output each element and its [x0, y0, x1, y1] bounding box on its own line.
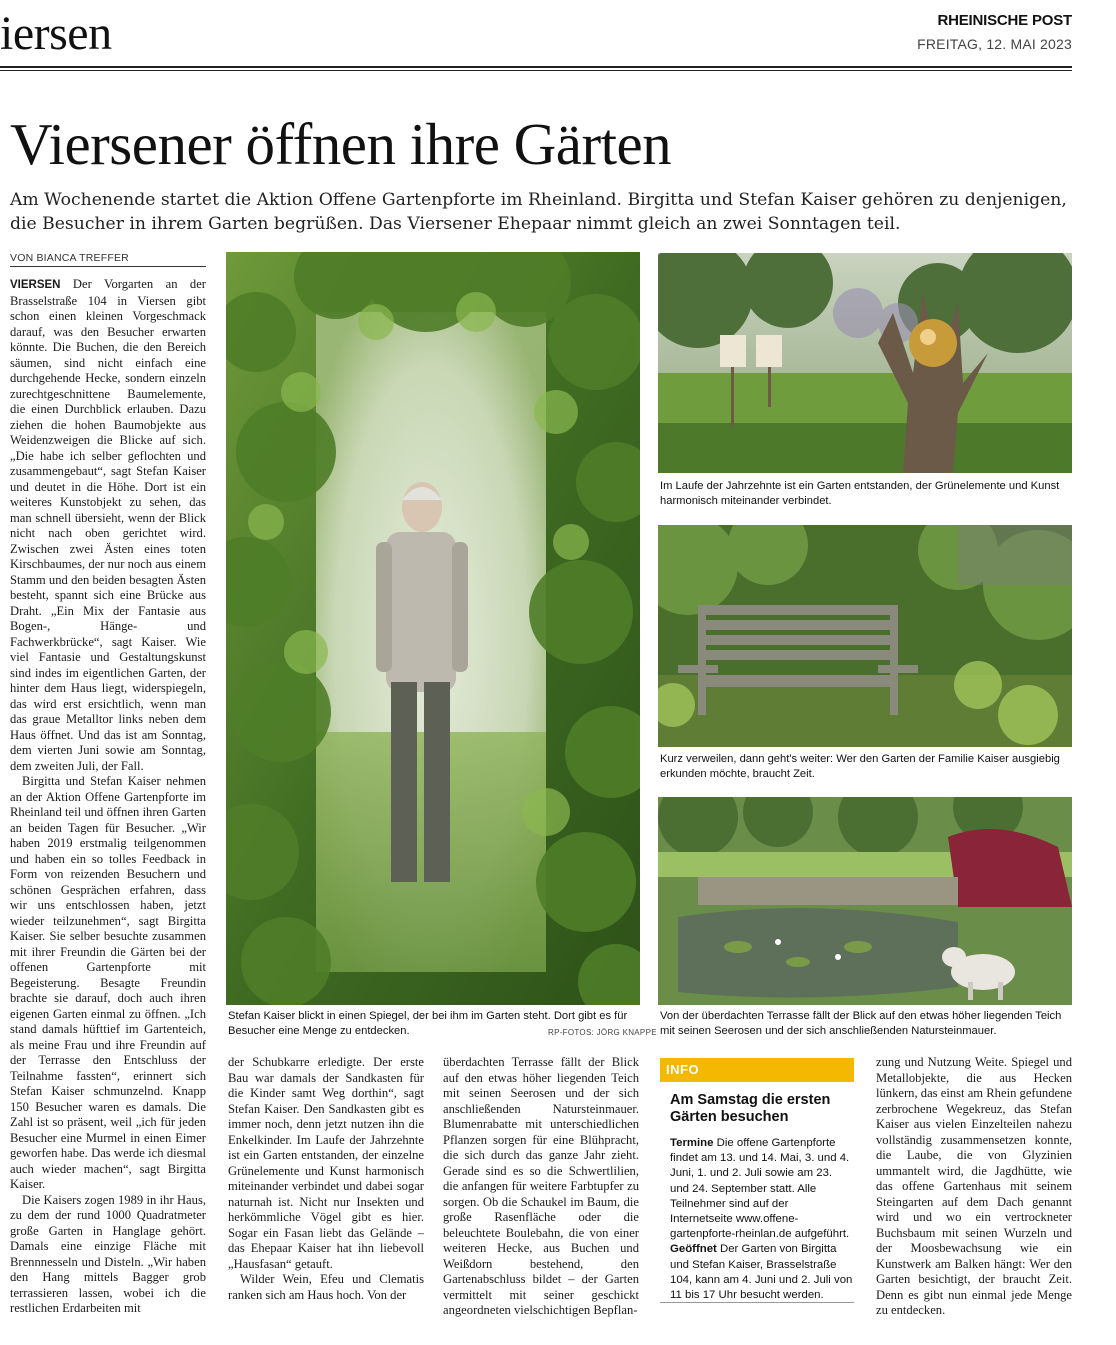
section-title: iersen: [0, 7, 112, 60]
dateline: VIERSEN: [10, 279, 61, 291]
paragraph: Wilder Wein, Efeu und Clematis ranken sich am Haus hoch. Von der: [228, 1272, 424, 1302]
paragraph: zung und Nutzung Weite. Spiegel und Metallobjekte, die aus Hecken lünkern, das einst am Rhein gefundene zerbrochene Wegekreuz, das Stefan Kaiser aus vielen Einzelteilen nahezu vollständig zusammensetzen konnte, die Laube, die von Glyzinien ummantelt wird, die Jagdhütte, wie das offene Gartenhaus mit seinem Steingarten auf dem Dach genannt wird und wo ein vertrockneter Buchsbaum mit seinen Wurzeln und der Moosbewachsung wie ein Kunstwerk am Balken hängt: Wer den Garten besichtigt, der braucht Zeit. Denn es gibt nun einmal jede Menge zu entdecken.: [876, 1055, 1072, 1317]
masthead-rule: [0, 66, 1072, 68]
paragraph: überdachten Terrasse fällt der Blick auf den etwas höher liegenden Teich mit seinen Seerosen und der sich anschließenden Natursteinmauer. Blumenrabatte mit unterschiedlichen Pflanzen sorgen für eine Blühpracht, die sich durch das ganze Jahr zieht. Gerade sind es so die Schwertlilien, die anfangen für weitere Farbtupfer zu sorgen. Ob die Schaukel im Baum, die große Rasenfläche oder die beleuchtete Boulebahn, die von einer weiteren Hecke, aus Buchen und Weißdorn bestehend, den Gartenabschluss bildet – der Garten vermittelt mit seiner geschickt angeordneten vielschichtigen Bepflan-: [443, 1055, 639, 1317]
photo-caption: Stefan Kaiser blickt in einen Spiegel, der bei ihm im Garten steht. Dort gibt es für Besucher eine Menge zu entdecken.: [228, 1010, 628, 1037]
masthead-rule-thin: [0, 70, 1072, 71]
byline: VON BIANCA TREFFER: [10, 252, 206, 267]
article-column-2: [228, 1055, 424, 1323]
photo-garden-bench: [658, 525, 1072, 747]
issue-date: FREITAG, 12. MAI 2023: [917, 36, 1072, 52]
info-termine-text: Die offene Gartenpforte findet am 13. und 14. Mai, 3. und 4. Juni, 1. und 2. Juli sowie am 23. und 24. September statt. Alle Teilnehmer sind auf der Internetseite www.offene-gartenpforte-rheinlan.de aufgeführt.: [670, 1137, 850, 1241]
paragraph: Die Kaisers zogen 1989 in ihr Haus, zu dem der rund 1000 Quadratmeter große Garten in Hanglage gehört. Damals eine einzige Fläche mit Brennnesseln und Disteln. „Wir haben den Hang mittels Bagger grob terrassieren lassen, wobei ich die restlichen Erdarbeiten mit: [10, 1192, 206, 1315]
info-label: INFO: [660, 1058, 854, 1082]
info-title: Am Samstag die ersten Gärten besuchen: [670, 1092, 831, 1125]
paragraph: Der Vorgarten an der Brasselstraße 104 in Viersen gibt schon einen kleinen Vorgeschmack darauf, was den Besucher erwarten könnte. Die Buchen, die den Bereich säumen, sind nicht einfach eine durchgehende Hecke, sondern einzeln zurechtgeschnittene Baumelemente, die einen Durchblick erlauben. Dazu ziehen die hohen Baumobjekte aus Weidenzweigen die Blicke auf sich. „Die habe ich selber geflochten und zusammengebaut“, sagt Stefan Kaiser und deutet in die Höhe. Dort ist ein weiteres Kunstobjekt zu sehen, das man schnell übersieht, wenn der Blick nicht nach oben gerichtet wird. Zwischen zwei Ästen eines toten Kirschbaumes, der nur noch aus einem Stamm und den beiden besagten Ästen besteht, spannt sich eine Brücke aus Draht. „Ein Mix der Fantasie aus Bogen-, Hänge- und Fachwerkbrücke“, sagt Kaiser. Wie viel Fantasie und Gestaltungskunst sind indes im eigentlichen Garten, der hinter dem Haus liegt, widerspiegeln, das wird erst ersichtlich, wenn man das graue Metalltor links neben dem Haus öffnet. Und das ist am Sonntag, dem vierten Juni sowie am Sonntag, dem zweiten Juli, der Fall.: [10, 277, 206, 773]
paragraph: der Schubkarre erledigte. Der erste Bau war damals der Sandkasten für die Kinder samt Weg dorthin“, sagt Stefan Kaiser. Den Sandkasten gibt es immer noch, denn jetzt nutzen ihn die Enkelkinder. Im Laufe der Jahrzehnte ist ein Garten entstanden, der einzelne Grünelemente und Kunst harmonisch miteinander verbindet und dabei sogar naturnah ist. Nicht nur Insekten und herkömmliche Vögel gibt es hier. Sogar ein Fasan liebt das Gelände – das Ehepaar Kaiser hat ihn liebevoll „Hausfasan“ getauft.: [228, 1055, 424, 1271]
info-termine-label: Termine: [670, 1137, 714, 1149]
article-lead: Am Wochenende startet die Aktion Offene Gartenpforte im Rheinland. Birgitta und Stefan Kaiser gehören zu denjenigen, die Besucher in ihrem Garten begrüßen. Das Viersener Ehepaar nimmt gleich an zwei Sonntagen teil.: [10, 190, 1067, 234]
photo-caption: Von der überdachten Terrasse fällt der Blick auf den etwas höher liegenden Teich mit seinen Seerosen und der sich anschließenden Natursteinmauer.: [660, 1010, 1062, 1037]
photo-garden-sculpture: [658, 253, 1072, 473]
photo-credit: RP-FOTOS: JÖRG KNAPPE: [548, 1028, 657, 1037]
info-geoeffnet-label: Geöffnet: [670, 1243, 717, 1256]
photo-caption: Im Laufe der Jahrzehnte ist ein Garten entstanden, der Grünelemente und Kunst harmonisch miteinander verbindet.: [660, 480, 1060, 507]
article-column-3: [443, 1055, 639, 1323]
article-column-5: [876, 1055, 1072, 1323]
info-geoeffnet-text: Der Garten von Birgitta und Stefan Kaiser, Brasselstraße 104, kann am 4. Juni und 2. Juli von 11 bis 17 Uhr besucht werden.: [670, 1243, 853, 1302]
paragraph: Birgitta und Stefan Kaiser nehmen an der Aktion Offene Gartenpforte im Rheinland teil und öffnen ihren Garten an beiden Tagen für Besucher. „Wir haben 2019 erstmalig teilgenommen und haben ein so tolles Feedback in Form von reizenden Besuchern und schönen Gesprächen erfahren, dass wir uns entschlossen haben, jetzt wieder teilzunehmen“, sagt Birgitta Kaiser. Sie selber besuchte zusammen mit ihrer Freundin die Gärten bei der offenen Gartenpforte mit Begeisterung. Besagte Freundin brachte sie darauf, doch auch ihren eigenen Garten einmal zu öffnen. „Ich stand damals hüfttief im Gartenteich, als meine Frau und ihre Freundin auf der Terrasse den Entschluss der Teilnahme fassten“, erinnert sich Stefan Kaiser schmunzelnd. Knapp 150 Besucher waren es damals. Die Zahl ist so präsent, weil „ich für jeden Besucher eine Murmel in einen Eimer geworfen habe. Das werde ich diesmal auch wieder machen“, sagt Birgitta Kaiser.: [10, 774, 206, 1191]
info-body: [670, 1136, 854, 1303]
photo-caption: Kurz verweilen, dann geht's weiter: Wer den Garten der Familie Kaiser ausgiebig erkunden möchte, braucht Zeit.: [660, 753, 1060, 780]
article-headline: Viersener öffnen ihre Gärten: [10, 111, 672, 177]
info-box: [660, 1058, 854, 1303]
photo-garden-pond: [658, 797, 1072, 1005]
article-column-1: [10, 277, 206, 1317]
photo-mirror-hedge: [226, 252, 640, 1005]
paper-name: RHEINISCHE POST: [937, 12, 1072, 29]
